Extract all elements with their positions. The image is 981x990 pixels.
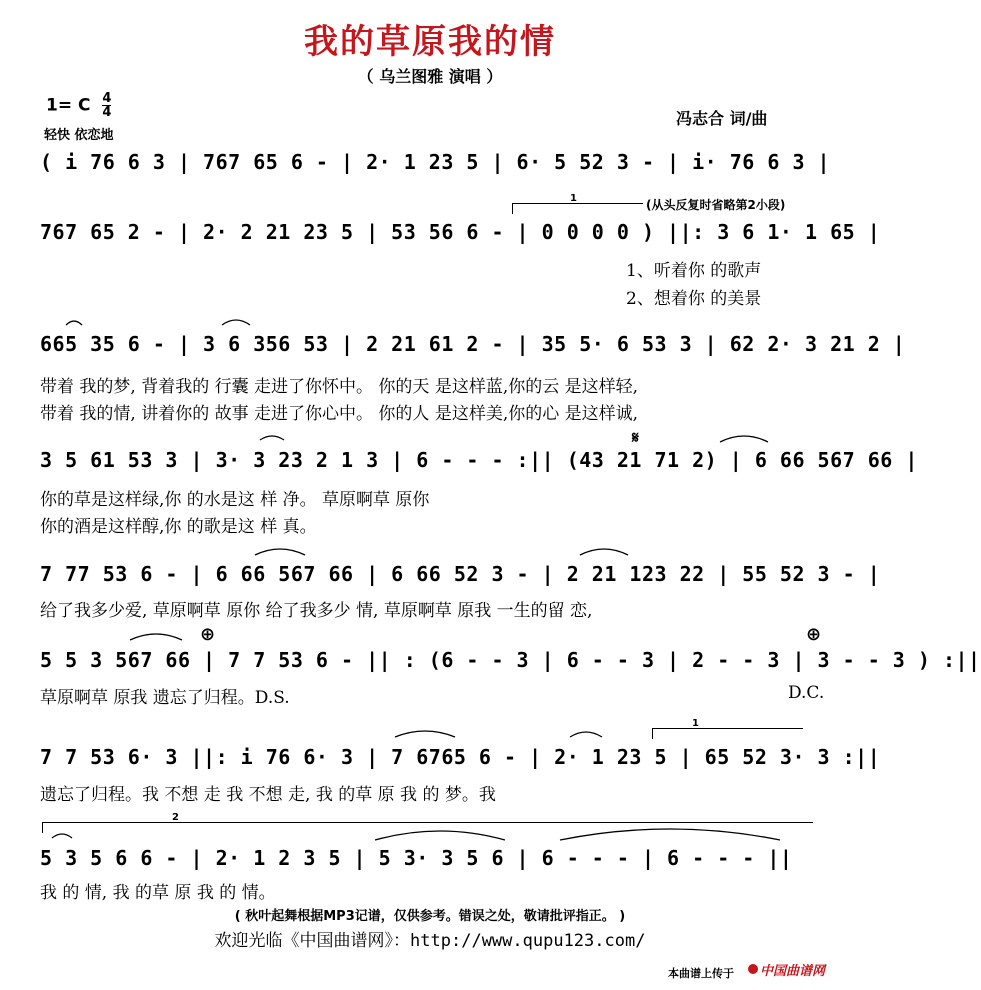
slur-arc — [720, 436, 768, 442]
score-line-6: 5 5 3 567 66 | 7 7 53 6 - || : (6 - - 3 | 6 - - 3 | 2 - - 3 | 3 - - 3 ) :|| — [40, 648, 981, 672]
slur-arc — [130, 634, 182, 640]
key-label: 1= C — [46, 95, 91, 116]
score-line-7: 7 7 53 6· 3 ||: i 76 6· 3 | 7 6765 6 - | 2· 1 23 5 | 65 52 3· 3 :|| — [40, 745, 881, 769]
volta-number-8: 2 — [172, 812, 179, 823]
website-welcome: 欢迎光临《中国曲谱网》：http://www.qupu123.com/ — [214, 931, 646, 951]
score-line-4: 3 5 61 53 3 | 3· 3 23 2 1 3 | 6 - - - :|| (43 21 71 2) | 6 66 567 66 | — [40, 448, 918, 472]
volta-number-1: 1 — [570, 193, 577, 204]
slur-arc — [375, 831, 505, 840]
tempo-marking: 轻快 依恋地 — [44, 128, 114, 143]
song-title: 我的草原我的情 — [304, 22, 556, 62]
coda-mark-right: ⊕ — [806, 624, 822, 645]
slur-arc — [395, 731, 455, 737]
time-denominator: 4 — [102, 105, 112, 120]
lyric-line-4b: 你的酒是这样醇,你 的歌是这 样 真。 — [40, 517, 317, 537]
score-line-1: ( i 76 6 3 | 767 65 6 - | 2· 1 23 5 | 6· 5 52 3 - | i· 76 6 3 | — [40, 150, 831, 174]
logo-icon — [748, 964, 758, 974]
volta-number-7: 1 — [692, 718, 699, 729]
da-capo-label: D.C. — [788, 683, 825, 703]
score-line-2: 767 65 2 - | 2· 2 21 23 5 | 53 56 6 - | 0 0 0 0 ) ||: 3 6 1· 1 65 | — [40, 220, 881, 244]
slur-arc — [560, 829, 780, 840]
lyric-line-7: 遗忘了归程。我 不想 走 我 不想 走, 我 的草 原 我 的 梦。我 — [40, 785, 496, 805]
score-line-5: 7 77 53 6 - | 6 66 567 66 | 6 66 52 3 - | 2 21 123 22 | 55 52 3 - | — [40, 562, 881, 586]
slur-arc — [52, 834, 72, 838]
composer-credit: 冯志合 词/曲 — [676, 109, 768, 128]
lyric-line-8: 我 的 情, 我 的草 原 我 的 情。 — [40, 883, 276, 903]
performer-subtitle: （ 乌兰图雅 演唱 ） — [357, 67, 503, 86]
slur-arc — [255, 549, 305, 555]
time-numerator: 4 — [102, 91, 112, 106]
score-line-8: 5 3 5 6 6 - | 2· 1 2 3 5 | 5 3· 3 5 6 | 6 - - - | 6 - - - || — [40, 846, 793, 870]
coda-mark-left: ⊕ — [200, 624, 216, 645]
slur-arc — [570, 732, 602, 737]
verse-2-start: 2、想着你 的美景 — [626, 289, 762, 309]
lyric-line-4a: 你的草是这样绿,你 的水是这 样 净。 草原啊草 原你 — [40, 490, 430, 510]
lyric-line-6: 草原啊草 原我 遗忘了归程。D.S. — [40, 688, 290, 708]
site-logo: 中国曲谱网 — [760, 964, 826, 979]
lyric-line-3a: 带着 我的梦, 背着我的 行囊 走进了你怀中。 你的天 是这样蓝,你的云 是这样轻, — [40, 377, 639, 397]
lyric-line-5: 给了我多少爱, 草原啊草 原你 给了我多少 情, 草原啊草 原我 一生的留 恋, — [40, 601, 593, 621]
lyric-line-3b: 带着 我的情, 讲着你的 故事 走进了你心中。 你的人 是这样美,你的心 是这样诚, — [40, 404, 639, 424]
repeat-instruction: (从头反复时省略第2小段) — [646, 198, 786, 212]
slur-arc — [580, 549, 628, 555]
transcription-footnote: ( 秋叶起舞根据MP3记谱，仅供参考。错误之处，敬请批评指正。 ) — [234, 909, 626, 924]
segno-mark: 𝄋 — [632, 428, 639, 447]
verse-1-start: 1、听着你 的歌声 — [626, 261, 762, 281]
upload-notice: 本曲谱上传于 — [668, 967, 734, 980]
score-line-3: 665 35 6 - | 3 6 356 53 | 2 21 61 2 - | 35 5· 6 53 3 | 62 2· 3 21 2 | — [40, 332, 906, 356]
slur-arc — [222, 320, 250, 325]
slur-arc — [260, 436, 284, 440]
slur-arc — [66, 321, 82, 325]
